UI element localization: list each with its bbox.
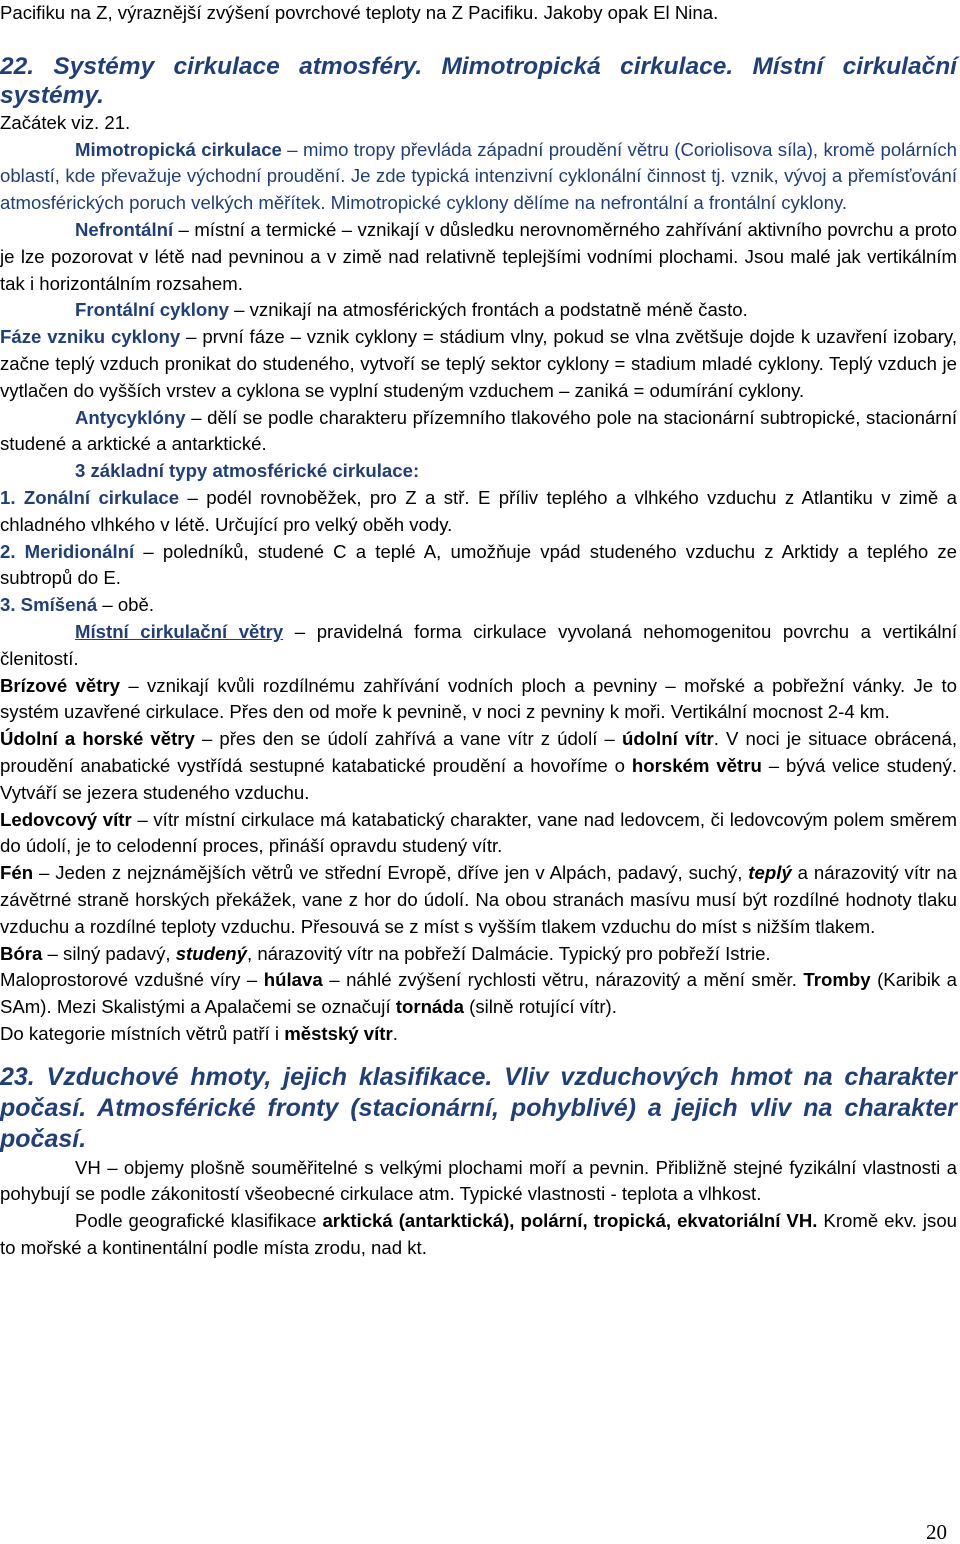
subheading-3-typy	[0, 458, 957, 485]
paragraph-smisena	[0, 592, 957, 619]
text-mistni-vetry: – pravidelná forma cirkulace vyvolaná nehomogenitou povrchu a vertikální členitostí.	[0, 620, 958, 669]
heading-section-22: 22. Systémy cirkulace atmosféry. Mimotropická cirkulace. Místní cirkulační systémy.	[0, 52, 957, 109]
paragraph-meridionalni	[0, 539, 957, 593]
paragraph-nefrontalni	[0, 217, 957, 297]
text-bora-1: – silný padavý,	[42, 942, 176, 964]
text-mestsky-2: .	[392, 1022, 398, 1044]
term-mimotropicka-cirkulace: Mimotropická cirkulace	[75, 138, 282, 160]
term-brizove-vetry: Brízové větry	[0, 674, 120, 696]
paragraph-viry	[0, 967, 957, 1021]
paragraph-udolni	[0, 726, 957, 806]
paragraph-pacifik: Pacifiku na Z, výraznější zvýšení povrchové teploty na Z Pacifiku. Jakoby opak El Nina.	[0, 2, 719, 23]
term-klasifikace-vh: arktická (antarktická), polární, tropická, ekvatoriální VH.	[322, 1210, 818, 1232]
paragraph-klasifikace	[0, 1208, 957, 1262]
term-zonalni: 1. Zonální cirkulace	[0, 486, 180, 508]
term-horsky-vitr: horském větru	[631, 754, 762, 776]
text-bora-2: , nárazovitý vítr na pobřeží Dalmácie. Typický pro pobřeží Istrie.	[247, 942, 771, 964]
term-teply: teplý	[748, 862, 792, 884]
text-udolni-3: – bývá velice studený. Vytváří se jezera studeného vzduchu.	[0, 754, 957, 803]
text-fen-2: a nárazovitý vítr na závětrné straně horských překážek, vane z hor do údolí. Na obou stranách masívu musí být rozdílné hodnoty tlaku vzduchu a rozdílné teploty vzduchu. Přesouvá se z míst s vyšším tlakem vzduchu do míst s nižším tlakem.	[0, 862, 957, 937]
term-udolni-horske: Údolní a horské větry	[0, 728, 195, 750]
term-frontalni-cyklony: Frontální cyklony	[75, 299, 229, 321]
term-tromby: Tromby	[803, 969, 871, 991]
text-meridionalni: – poledníků, studené C a teplé A, umožňuje vpád studeného vzduchu z Arktidy a teplého ze subtropů do E.	[0, 540, 957, 589]
paragraph-ledovcovy	[0, 807, 957, 861]
paragraph-mimotropicka	[0, 137, 957, 217]
paragraph-mestsky	[0, 1021, 957, 1048]
text-brizove: – vznikají kvůli rozdílnému zahřívání vodních ploch a pevniny – mořské a pobřežní vánky. Je to systém uzavřené cirkulace. Přes den od moře k pevnině, v noci z pevniny k moři. Vertikální mocnost 2-4 km.	[0, 674, 957, 723]
text-klasifikace-2: Kromě ekv. jsou to mořské a kontinentální podle místa zrodu, nad kt.	[0, 1210, 958, 1259]
paragraph-vh: VH – objemy plošně souměřitelné s velkými plochami moří a pevnin. Přibližně stejné fyzikální vlastnosti a pohybují se podle zákonitostí všeobecné cirkulace atm. Typické vlastnosti - teplota a vlhkost.	[0, 1156, 957, 1205]
term-studeny: studený	[175, 942, 247, 964]
paragraph-start-ref: Začátek viz. 21.	[0, 111, 131, 133]
term-smisena: 3. Smíšená	[0, 594, 98, 616]
text-viry-2: – náhlé zvýšení rychlosti větru, nárazovitý a mění směr.	[322, 969, 804, 991]
paragraph-antycyklony	[0, 405, 957, 459]
text-3-typy: 3 základní typy atmosférické cirkulace:	[75, 460, 420, 482]
term-nefrontalni: Nefrontální	[75, 218, 174, 240]
paragraph-brizove	[0, 673, 957, 727]
term-faze-vzniku: Fáze vzniku cyklony	[0, 326, 181, 348]
heading-section-23: 23. Vzduchové hmoty, jejich klasifikace. Vliv vzduchových hmot na charakter počasí. Atmosférické fronty (stacionární, pohyblivé) a jejich vliv na charakter počasí.	[0, 1062, 957, 1153]
term-tornada: tornáda	[395, 996, 464, 1018]
paragraph-zonalni	[0, 485, 957, 539]
term-antycyklony: Antycyklóny	[75, 406, 186, 428]
text-viry-1: Maloprostorové vzdušné víry –	[0, 969, 264, 991]
text-viry-3: (Karibik a SAm). Mezi Skalistými a Apalačemi se označují	[0, 969, 957, 1018]
term-bora: Bóra	[0, 942, 43, 964]
text-nefrontalni: – místní a termické – vznikají v důsledku nerovnoměrného zahřívání aktivního povrchu a proto je lze pozorovat v létě nad pevninou a v zimě nad relativně teplejšími vodními plochami. Jsou malé jak vertikálním tak i horizontálním rozsahem.	[0, 218, 957, 294]
term-ledovcovy-vitr: Ledovcový vítr	[0, 808, 132, 830]
term-fen: Fén	[0, 862, 34, 884]
paragraph-fen	[0, 860, 957, 940]
text-zonalni: – podél rovnoběžek, pro Z a stř. E příliv teplého a vlhkého vzduchu z Atlantiku v zimě a chladného vlhkého v létě. Určující pro velký oběh vody.	[0, 486, 958, 535]
paragraph-frontalni	[0, 297, 957, 324]
paragraph-bora	[0, 941, 957, 968]
text-smisena: – obě.	[97, 594, 155, 616]
text-frontalni: – vznikají na atmosférických frontách a podstatně méně často.	[228, 299, 748, 321]
text-ledovcovy: – vítr místní cirkulace má katabatický charakter, vane nad ledovcem, či ledovcovým polem směrem do údolí, je to celodenní proces, přináší opravdu studený vítr.	[0, 808, 957, 857]
text-udolni-2: . V noci je situace obrácená, proudění anabatické vystřídá sestupné katabatické proudění a hovoříme o	[0, 728, 957, 776]
page-number: 20	[926, 1520, 947, 1544]
text-klasifikace-1: Podle geografické klasifikace	[75, 1210, 323, 1232]
term-udolni-vitr: údolní vítr	[621, 728, 714, 750]
text-udolni-1: – přes den se údolí zahřívá a vane vítr z údolí –	[194, 728, 622, 750]
paragraph-mistni-vetry	[0, 619, 957, 673]
text-antycyklony: – dělí se podle charakteru přízemního tlakového pole na stacionární subtropické, stacionární studené a arktické a antarktické.	[0, 406, 957, 455]
paragraph-faze-vzniku	[0, 324, 957, 404]
text-viry-4: (silně rotující vítr).	[463, 996, 617, 1018]
term-hulava: húlava	[263, 969, 323, 991]
text-faze-vzniku: – první fáze – vznik cyklony = stádium vlny, pokud se vlna zvětšuje dojde k uzavření izobary, začne teplý vzduch pronikat do studeného, vytvoří se teplý sektor cyklony = stadium mladé cyklony. Teplý vzduch je vytlačen do vyšších vrstev a cyklona se vyplní studeným vzduchem – zaniká = odumírání cyklony.	[0, 326, 957, 401]
text-mestsky-1: Do kategorie místních větrů patří i	[0, 1022, 285, 1044]
term-mistni-cirkulacni-vetry: Místní cirkulační větry	[75, 620, 284, 642]
text-fen-1: – Jeden z nejznámějších větrů ve střední Evropě, dříve jen v Alpách, padavý, suchý,	[33, 862, 749, 884]
text-mimotropicka: – mimo tropy převláda západní proudění větru (Coriolisova síla), kromě polárních oblastí, kde převažuje východní proudění. Je zde typická intenzivní cyklonální činnost tj. vznik, vývoj a přemísťování atmosférických poruch velkých měřítek. Mimotropické cyklony dělíme na nefrontální a frontální cyklony.	[0, 138, 957, 214]
term-meridionalni: 2. Meridionální	[0, 540, 135, 562]
term-mestsky-vitr: městský vítr	[284, 1022, 393, 1044]
